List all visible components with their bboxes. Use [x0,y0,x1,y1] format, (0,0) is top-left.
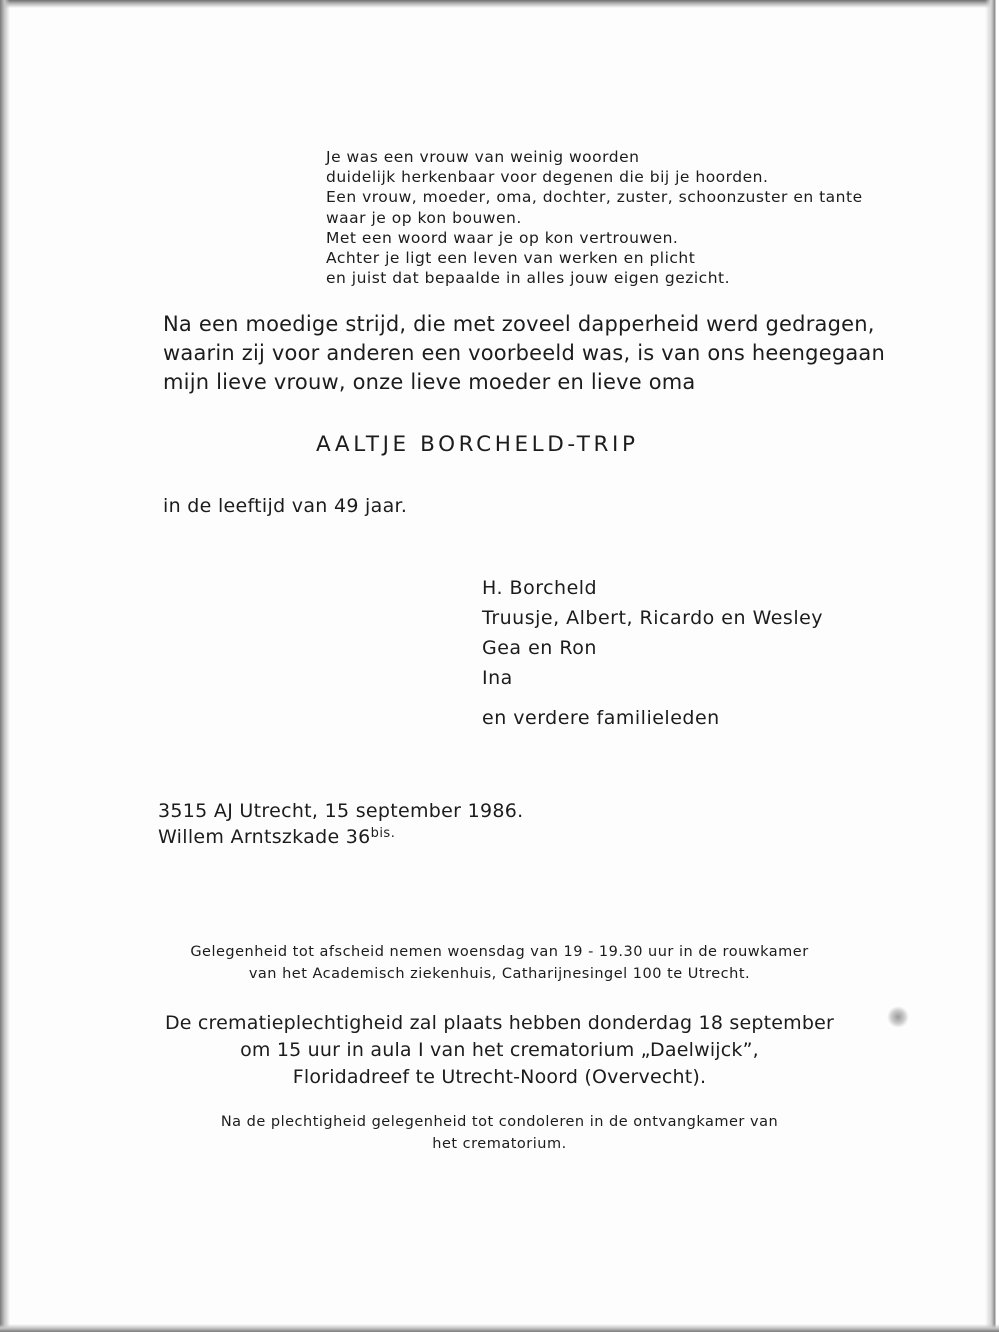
poem-line: Je was een vrouw van weinig woorden [326,148,640,166]
address-block [158,800,524,852]
age-line: in de leeftijd van 49 jaar. [163,495,408,517]
cremation-line: om 15 uur in aula I van het crematorium „Daelwijck”, [240,1039,759,1061]
poem-line: Achter je ligt een leven van werken en plicht [326,248,696,267]
poem-line: duidelijk herkenbaar voor degenen die bij je hoorden. [326,168,769,187]
street-address [158,826,524,852]
announcement-intro [163,312,885,399]
family-list [482,577,823,737]
condolence-line: Na de plechtigheid gelegenheid tot condoleren in de ontvangkamer van [220,1114,779,1130]
condolence-line: het crematorium. [432,1136,567,1152]
poem-line: Met een woord waar je op kon vertrouwen. [326,228,679,247]
city-date: 3515 AJ Utrecht, 15 september 1986. [158,800,524,822]
family-member: Gea en Ron [482,637,597,659]
farewell-notice [0,944,999,988]
scan-edge-bottom [0,1324,999,1332]
poem-line: waar je op kon bouwen. [326,208,522,227]
family-member: Truusje, Albert, Ricardo en Wesley [482,607,824,629]
poem-line: en juist dat bepaalde in alles jouw eigen gezicht. [326,269,731,288]
deceased-name: AALTJE BORCHELD-TRIP [316,432,639,457]
farewell-line: van het Academisch ziekenhuis, Catharijnesingel 100 te Utrecht. [248,966,751,982]
condolence-notice [0,1114,999,1158]
family-closing: en verdere familieleden [482,707,720,729]
family-member: Ina [482,667,513,689]
poem [326,148,863,289]
cremation-line: Floridadreef te Utrecht-Noord (Overvecht). [292,1066,707,1088]
intro-line: mijn lieve vrouw, onze lieve moeder en lieve oma [163,370,696,394]
farewell-line: Gelegenheid tot afscheid nemen woensdag van 19 - 19.30 uur in de rouwkamer [190,944,809,960]
street-suffix: bis. [370,826,396,841]
street: Willem Arntszkade 36 [158,826,371,848]
family-member: H. Borcheld [482,577,598,599]
intro-line: Na een moedige strijd, die met zoveel dapperheid werd gedragen, [163,312,875,336]
poem-line: Een vrouw, moeder, oma, dochter, zuster, schoonzuster en tante [326,188,863,207]
cremation-notice [0,1012,999,1093]
intro-line: waarin zij voor anderen een voorbeeld was, is van ons heengegaan [163,341,885,365]
cremation-line: De crematieplechtigheid zal plaats hebben donderdag 18 september [164,1012,835,1034]
scan-edge-top [0,0,999,8]
